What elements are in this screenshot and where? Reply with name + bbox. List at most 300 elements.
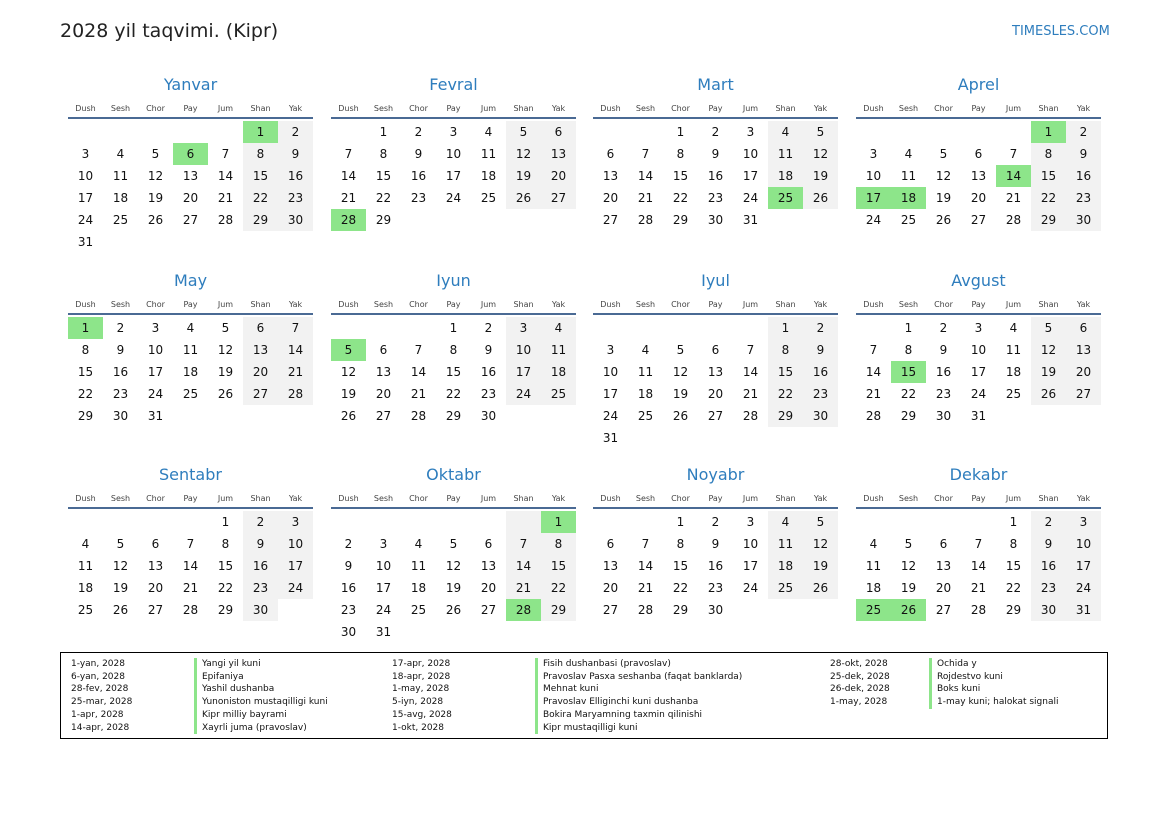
day-cell: 2 [243,511,278,533]
day-cell: 27 [182,213,199,227]
day-cell: 11 [77,559,94,573]
day-cell: 16 [707,559,724,573]
weekday-label: Jum [742,494,759,503]
day-cell: 14 [996,165,1031,187]
day-cell: 5 [331,339,366,361]
weekday-label: Jum [217,300,234,309]
weekday-label: Chor [934,300,953,309]
weekday-label: Jum [1005,104,1022,113]
weekday-label: Pay [183,300,198,309]
day-grid [68,511,313,621]
day-cell: 12 [935,169,952,183]
weekday-label: Sesh [635,104,656,113]
day-cell: 29 [900,409,917,423]
day-cell: 1 [676,125,685,139]
day-cell: 6 [151,537,160,551]
empty-cell [366,317,401,339]
day-cell: 21 [865,387,882,401]
day-cell: 23 [340,603,357,617]
empty-cell [103,231,138,253]
weekday-label: Shan [775,494,796,503]
day-cell: 14 [506,555,541,577]
day-cell: 16 [480,365,497,379]
day-cell: 26 [147,213,164,227]
header-rule [331,117,576,119]
day-cell: 28 [970,603,987,617]
header-rule [68,313,313,315]
day-cell: 22 [900,387,917,401]
day-cell: 26 [112,603,129,617]
day-cell: 5 [939,147,948,161]
weekday-label: Shan [250,494,271,503]
weekday-label: Chor [671,300,690,309]
holiday-name: Xayrli juma (pravoslav) [194,722,328,735]
weekday-label: Pay [971,300,986,309]
day-cell: 25 [112,213,129,227]
day-cell: 20 [935,581,952,595]
day-cell: 14 [637,559,654,573]
weekday-label: Dush [863,494,884,503]
empty-cell [103,511,138,533]
weekday-label: Yak [1076,104,1091,113]
day-cell: 19 [803,165,838,187]
day-cell: 19 [935,191,952,205]
holiday-date: 18-apr, 2028 [392,671,451,682]
day-cell: 24 [147,387,164,401]
day-cell: 21 [340,191,357,205]
holiday-date: 5-iyn, 2028 [392,697,444,708]
day-cell: 23 [707,191,724,205]
day-cell: 23 [1066,187,1101,209]
day-cell: 24 [375,603,392,617]
day-cell: 30 [707,603,724,617]
empty-cell [68,121,103,143]
day-cell: 21 [970,581,987,595]
day-cell: 15 [375,169,392,183]
day-cell: 10 [865,169,882,183]
weekday-label: Dush [600,104,621,113]
day-cell: 17 [742,559,759,573]
day-cell: 18 [891,187,926,209]
holiday-name: Yunoniston mustaqilligi kuni [194,696,328,709]
month-iyul [593,270,838,449]
day-cell: 31 [77,235,94,249]
day-cell: 2 [711,125,720,139]
empty-cell [663,317,698,339]
empty-cell [506,209,541,231]
day-cell: 18 [1005,365,1022,379]
day-cell: 26 [445,603,462,617]
weekday-label: Yak [551,300,566,309]
day-cell: 17 [856,187,891,209]
day-cell: 25 [900,213,917,227]
weekday-label: Shan [513,104,534,113]
holiday-date: 1-yan, 2028 [71,659,125,669]
day-cell: 16 [707,169,724,183]
day-cell: 10 [278,533,313,555]
day-cell: 20 [243,361,278,383]
day-cell: 23 [243,577,278,599]
day-cell: 14 [742,365,759,379]
day-cell: 15 [77,365,94,379]
empty-cell [331,511,366,533]
day-cell: 17 [147,365,164,379]
header-rule [68,117,313,119]
day-cell: 5 [221,321,230,335]
empty-cell [243,231,278,253]
day-cell: 20 [602,581,619,595]
day-cell: 9 [803,339,838,361]
day-cell: 9 [1031,533,1066,555]
day-cell: 24 [970,387,987,401]
day-cell: 14 [410,365,427,379]
weekday-label: Chor [146,494,165,503]
day-cell: 28 [637,603,654,617]
day-cell: 6 [939,537,948,551]
empty-cell [926,121,961,143]
day-cell: 19 [900,581,917,595]
holiday-date: 15-avg, 2028 [392,709,452,720]
day-cell: 20 [970,191,987,205]
day-cell: 9 [1066,143,1101,165]
holiday-name: Fisih dushanbasi (pravoslav) [535,658,742,671]
month-name: Noyabr [686,465,745,484]
day-cell: 9 [939,343,948,357]
holiday-name: Mehnat kuni [535,683,742,696]
weekday-label: Yak [813,300,828,309]
day-cell: 29 [217,603,234,617]
day-cell: 13 [970,169,987,183]
day-cell: 20 [480,581,497,595]
day-cell: 25 [1005,387,1022,401]
day-cell: 25 [77,603,94,617]
day-cell: 22 [541,577,576,599]
empty-cell [891,511,926,533]
month-sentabr [68,464,313,621]
day-cell: 20 [541,165,576,187]
weekday-label: Dush [75,300,96,309]
holiday-date: 1-okt, 2028 [392,722,445,733]
day-cell: 1 [1031,121,1066,143]
day-cell: 15 [1005,559,1022,573]
day-cell: 3 [449,125,458,139]
empty-cell [506,621,541,643]
empty-cell [628,511,663,533]
weekday-header [856,100,1101,117]
day-cell: 19 [147,191,164,205]
day-cell: 8 [541,533,576,555]
day-cell: 17 [1066,555,1101,577]
day-cell: 11 [768,533,803,555]
day-cell: 23 [1031,577,1066,599]
empty-cell [768,427,803,449]
day-cell: 15 [243,165,278,187]
day-cell: 8 [379,147,388,161]
day-cell: 8 [243,143,278,165]
holiday-name: Rojdestvo kuni [929,671,1059,684]
day-cell: 9 [243,533,278,555]
day-cell: 19 [445,581,462,595]
day-cell: 20 [707,387,724,401]
day-cell: 24 [742,191,759,205]
day-cell: 11 [541,339,576,361]
day-cell: 31 [1066,599,1101,621]
empty-cell [628,317,663,339]
holiday-date: 26-dek, 2028 [830,684,890,695]
empty-cell [733,427,768,449]
brand-link[interactable]: TIMESLES.COM [1012,24,1110,39]
month-name: Oktabr [426,465,481,484]
holiday-date: 25-dek, 2028 [830,671,890,682]
weekday-label: Yak [1076,494,1091,503]
day-cell: 17 [742,169,759,183]
day-cell: 1 [449,321,458,335]
month-aprel [856,74,1101,231]
day-cell: 5 [506,121,541,143]
day-cell: 21 [637,191,654,205]
empty-cell [331,317,366,339]
empty-cell [436,511,471,533]
day-cell: 26 [672,409,689,423]
day-cell: 23 [803,383,838,405]
weekday-label: Chor [146,300,165,309]
day-cell: 30 [707,213,724,227]
day-cell: 23 [707,581,724,595]
empty-cell [856,511,891,533]
holiday-date: 1-may, 2028 [830,697,888,708]
empty-cell [173,231,208,253]
day-cell: 21 [278,361,313,383]
weekday-header [593,296,838,313]
day-cell: 19 [672,387,689,401]
day-cell: 27 [1066,383,1101,405]
empty-cell [593,317,628,339]
day-cell: 11 [900,169,917,183]
month-name: May [173,271,208,290]
empty-cell [926,511,961,533]
day-cell: 29 [541,599,576,621]
legend-names [929,658,1059,709]
day-cell: 1 [221,515,230,529]
day-cell: 25 [410,603,427,617]
day-cell: 2 [711,515,720,529]
weekday-label: Sesh [110,300,131,309]
day-cell: 20 [602,191,619,205]
empty-cell [208,231,243,253]
weekday-label: Shan [513,494,534,503]
weekday-label: Sesh [373,104,394,113]
day-cell: 10 [742,147,759,161]
weekday-label: Pay [183,104,198,113]
day-cell: 30 [803,405,838,427]
empty-cell [733,599,768,621]
day-grid [593,317,838,449]
day-cell: 11 [112,169,129,183]
day-cell: 9 [414,147,423,161]
weekday-label: Dush [338,104,359,113]
day-cell: 7 [1009,147,1018,161]
day-grid [68,121,313,253]
empty-cell [768,599,803,621]
day-cell: 3 [379,537,388,551]
month-name: Yanvar [163,75,218,94]
empty-cell [138,511,173,533]
empty-cell [68,511,103,533]
day-cell: 3 [278,511,313,533]
weekday-label: Jum [742,104,759,113]
day-cell: 6 [974,147,983,161]
weekday-label: Shan [250,300,271,309]
month-fevral [331,74,576,231]
weekday-header [856,490,1101,507]
weekday-label: Pay [446,494,461,503]
day-cell: 30 [278,209,313,231]
empty-cell [138,121,173,143]
day-cell: 26 [803,187,838,209]
weekday-label: Shan [250,104,271,113]
empty-cell [1031,405,1066,427]
day-cell: 24 [1066,577,1101,599]
day-cell: 4 [904,147,913,161]
day-cell: 28 [1005,213,1022,227]
weekday-label: Pay [183,494,198,503]
day-cell: 4 [414,537,423,551]
day-cell: 5 [904,537,913,551]
day-cell: 8 [221,537,230,551]
day-cell: 17 [970,365,987,379]
day-grid [856,511,1101,621]
day-cell: 15 [672,169,689,183]
day-cell: 14 [865,365,882,379]
empty-cell [401,317,436,339]
day-cell: 6 [606,537,615,551]
day-cell: 13 [602,559,619,573]
day-cell: 26 [217,387,234,401]
day-cell: 5 [1031,317,1066,339]
day-cell: 1 [768,317,803,339]
day-cell: 3 [151,321,160,335]
holiday-name: Yangi yil kuni [194,658,328,671]
weekday-label: Yak [288,104,303,113]
day-cell: 2 [344,537,353,551]
day-cell: 30 [935,409,952,423]
day-cell: 26 [1031,383,1066,405]
month-may [68,270,313,427]
day-cell: 31 [147,409,164,423]
day-cell: 14 [217,169,234,183]
holiday-name: 1-may kuni; halokat signali [929,696,1059,709]
weekday-label: Chor [671,494,690,503]
weekday-label: Yak [813,104,828,113]
day-cell: 23 [935,387,952,401]
weekday-header [331,490,576,507]
day-cell: 15 [445,365,462,379]
empty-cell [471,209,506,231]
day-cell: 26 [891,599,926,621]
empty-cell [401,511,436,533]
day-cell: 11 [480,147,497,161]
day-cell: 15 [217,559,234,573]
legend-dates [392,658,452,734]
weekday-label: Pay [446,300,461,309]
day-cell: 1 [541,511,576,533]
empty-cell [996,121,1031,143]
day-cell: 26 [506,187,541,209]
day-cell: 21 [410,387,427,401]
day-cell: 21 [182,581,199,595]
day-cell: 10 [1066,533,1101,555]
day-cell: 13 [480,559,497,573]
weekday-label: Jum [217,494,234,503]
day-cell: 4 [116,147,125,161]
day-cell: 22 [445,387,462,401]
day-cell: 17 [375,581,392,595]
empty-cell [401,621,436,643]
month-oktabr [331,464,576,643]
day-cell: 28 [865,409,882,423]
day-cell: 25 [637,409,654,423]
day-cell: 13 [243,339,278,361]
empty-cell [506,405,541,427]
month-name: Aprel [957,75,1000,94]
day-cell: 17 [445,169,462,183]
empty-cell [103,121,138,143]
month-name: Iyun [436,271,471,290]
weekday-header [68,490,313,507]
day-cell: 27 [375,409,392,423]
day-cell: 29 [243,209,278,231]
day-cell: 18 [182,365,199,379]
day-cell: 13 [602,169,619,183]
day-cell: 13 [707,365,724,379]
day-cell: 22 [672,581,689,595]
day-cell: 8 [449,343,458,357]
legend-dates [71,658,132,734]
day-cell: 24 [742,581,759,595]
day-cell: 14 [182,559,199,573]
weekday-label: Sesh [110,494,131,503]
day-cell: 18 [112,191,129,205]
header-rule [856,117,1101,119]
day-cell: 21 [1005,191,1022,205]
day-cell: 6 [173,143,208,165]
day-cell: 24 [865,213,882,227]
weekday-label: Sesh [898,300,919,309]
day-cell: 12 [340,365,357,379]
day-cell: 11 [637,365,654,379]
weekday-label: Shan [775,104,796,113]
holiday-date: 14-apr, 2028 [71,722,130,733]
weekday-label: Dush [863,104,884,113]
day-cell: 6 [484,537,493,551]
day-cell: 16 [112,365,129,379]
holiday-date: 1-apr, 2028 [71,709,124,720]
day-grid [68,317,313,427]
day-cell: 27 [480,603,497,617]
holiday-name: Bokira Maryamning taxmin qilinishi [535,709,742,722]
day-cell: 21 [637,581,654,595]
weekday-label: Chor [934,104,953,113]
day-cell: 27 [935,603,952,617]
day-cell: 16 [803,361,838,383]
day-cell: 2 [116,321,125,335]
day-cell: 18 [541,361,576,383]
weekday-label: Sesh [635,494,656,503]
day-cell: 29 [445,409,462,423]
day-cell: 22 [77,387,94,401]
empty-cell [541,209,576,231]
empty-cell [278,599,313,621]
